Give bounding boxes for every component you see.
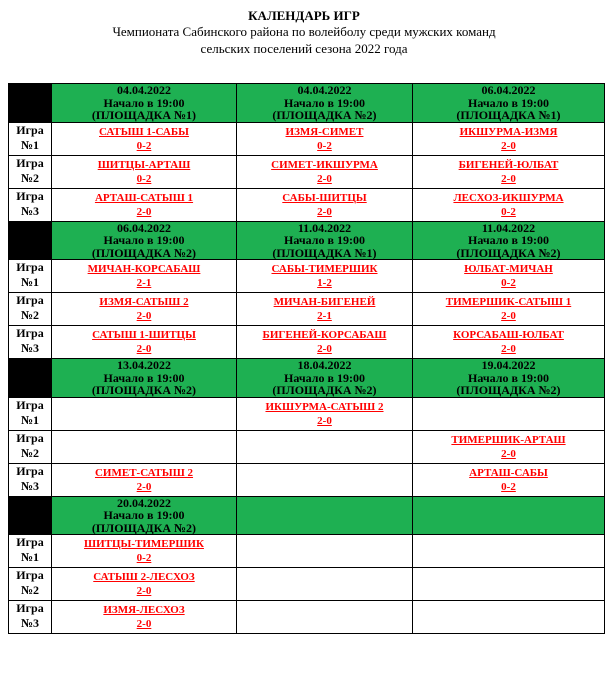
match-teams: ЛЕСХОЗ-ИКШУРМА [453, 191, 564, 204]
game-row [9, 430, 605, 463]
game-label-top: Игра [16, 293, 44, 307]
match-teams: ИЗМЯ-САТЫШ 2 [99, 296, 189, 308]
match-score: 2-0 [136, 310, 152, 322]
header-venue: (ПЛОЩАДКА №2) [456, 245, 561, 260]
game-label-cell [9, 463, 52, 496]
game-label-number: №2 [20, 583, 40, 597]
match-teams: БИГЕНЕЙ-ЮЛБАТ [458, 158, 559, 171]
match-cell [237, 155, 413, 188]
match-score: 0-2 [317, 139, 332, 152]
match-score: 2-0 [317, 414, 332, 427]
match-cell [237, 326, 413, 359]
match-score: 2-0 [317, 343, 332, 355]
header-start: Начало в 19:00 [284, 370, 365, 385]
header-start: Начало в 19:00 [284, 233, 365, 247]
match-teams: АРТАШ-САТЫШ 1 [94, 191, 194, 204]
game-row [9, 155, 605, 188]
match-score: 0-2 [501, 205, 516, 218]
game-row [9, 260, 605, 293]
match-cell [52, 260, 237, 293]
game-label-cell [9, 397, 52, 430]
match-score: 2-0 [501, 172, 516, 185]
match-score: 0-2 [501, 277, 516, 289]
date-header-cell [237, 496, 413, 535]
header-start: Начало в 19:00 [284, 95, 365, 110]
game-label-top: Игра [16, 430, 44, 445]
match-score: 0-2 [501, 480, 516, 493]
match-cell [237, 430, 413, 463]
header-venue: (ПЛОЩАДКА №2) [91, 245, 197, 260]
match-teams: МИЧАН-БИГЕНЕЙ [273, 296, 376, 308]
game-row [9, 568, 605, 601]
corner-cell [9, 84, 52, 123]
game-label-cell [9, 535, 52, 568]
match-teams: СИМЕТ-ИКШУРМА [271, 158, 378, 171]
match-score: 2-0 [136, 480, 152, 493]
match-teams: САТЫШ 1-САБЫ [99, 125, 189, 138]
match-teams: ИЗМЯ-СИМЕТ [285, 125, 364, 138]
match-cell [413, 430, 605, 463]
header-start: Начало в 19:00 [103, 95, 185, 110]
match-teams: КОРСАБАШ-ЮЛБАТ [453, 329, 564, 341]
header-venue: (ПЛОЩАДКА №2) [91, 383, 197, 397]
match-cell [413, 188, 605, 221]
match-teams: МИЧАН-КОРСАБАШ [87, 263, 201, 275]
header-start: Начало в 19:00 [468, 370, 549, 385]
match-cell [237, 260, 413, 293]
game-row [9, 397, 605, 430]
match-cell [413, 601, 605, 634]
block-header-row [9, 359, 605, 398]
date-header-cell [413, 359, 605, 398]
match-cell [52, 463, 237, 496]
match-cell [52, 535, 237, 568]
game-label-top: Игра [16, 568, 44, 582]
match-teams: ИКШУРМА-САТЫШ 2 [265, 400, 384, 413]
match-cell [413, 326, 605, 359]
match-teams: БИГЕНЕЙ-КОРСАБАШ [262, 329, 387, 341]
match-teams: ТИМЕРШИК-АРТАШ [451, 433, 566, 446]
game-label-cell [9, 326, 52, 359]
match-score: 2-0 [136, 205, 152, 218]
header-venue: (ПЛОЩАДКА №1) [91, 108, 197, 122]
game-label-top: Игра [16, 535, 44, 549]
game-label-top: Игра [16, 601, 44, 615]
header-start: Начало в 19:00 [103, 370, 185, 385]
header-venue: (ПЛОЩАДКА №2) [272, 383, 377, 397]
game-row [9, 535, 605, 568]
game-label-cell [9, 601, 52, 634]
game-label-top: Игра [16, 188, 44, 203]
match-teams: АРТАШ-САБЫ [469, 466, 548, 479]
game-label-number: №2 [20, 445, 40, 460]
game-label-cell [9, 122, 52, 155]
match-teams: САТЫШ 2-ЛЕСХОЗ [93, 571, 195, 583]
match-cell [52, 155, 237, 188]
header-date: 06.04.2022 [481, 83, 536, 97]
match-cell [237, 397, 413, 430]
game-label-cell [9, 260, 52, 293]
header-date: 11.04.2022 [481, 220, 536, 235]
date-header-cell [52, 84, 237, 123]
block-header-row [9, 496, 605, 535]
block-header-row [9, 84, 605, 123]
match-score: 2-0 [501, 447, 516, 460]
game-label-cell [9, 430, 52, 463]
match-cell [52, 188, 237, 221]
game-label-top: Игра [16, 397, 44, 412]
match-score: 2-0 [501, 139, 516, 152]
date-header-cell [237, 359, 413, 398]
match-score: 0-2 [136, 552, 152, 564]
header-date: 19.04.2022 [481, 358, 536, 372]
match-score: 2-1 [136, 277, 152, 289]
match-cell [52, 326, 237, 359]
match-teams: ШИТЦЫ-ТИМЕРШИК [84, 538, 204, 550]
corner-cell [9, 359, 52, 398]
game-label-top: Игра [16, 463, 44, 478]
match-score: 0-2 [136, 139, 152, 152]
game-label-top: Игра [16, 155, 44, 170]
match-score: 1-2 [317, 277, 332, 289]
document-subtitle-line-2: сельских поселений сезона 2022 года [200, 41, 408, 56]
match-cell [237, 601, 413, 634]
match-cell [413, 260, 605, 293]
match-score: 2-0 [501, 310, 516, 322]
match-score: 2-1 [317, 310, 332, 322]
match-cell [413, 122, 605, 155]
game-label-number: №1 [20, 137, 40, 152]
game-label-number: №3 [20, 341, 40, 355]
match-teams: ЮЛБАТ-МИЧАН [464, 263, 553, 275]
match-teams: СИМЕТ-САТЫШ 2 [94, 466, 194, 479]
header-start: Начало в 19:00 [103, 508, 185, 522]
match-cell [413, 293, 605, 326]
game-row [9, 601, 605, 634]
game-label-number: №3 [20, 616, 40, 630]
game-label-number: №1 [20, 275, 40, 289]
document-subtitle-line-1: Чемпионата Сабинского района по волейболу среди мужских команд [112, 24, 496, 39]
match-score: 2-0 [317, 205, 332, 218]
match-cell [52, 568, 237, 601]
match-cell [52, 293, 237, 326]
block-header-row [9, 221, 605, 260]
game-row [9, 293, 605, 326]
match-cell [237, 568, 413, 601]
game-label-cell [9, 568, 52, 601]
match-cell [237, 293, 413, 326]
match-cell [237, 463, 413, 496]
match-cell [413, 463, 605, 496]
header-venue: (ПЛОЩАДКА №1) [272, 245, 377, 260]
document-title: КАЛЕНДАРЬ ИГР [248, 8, 360, 23]
game-label-number: №3 [20, 203, 40, 218]
header-date: 20.04.2022 [117, 495, 171, 510]
date-header-cell [52, 359, 237, 398]
match-cell [52, 397, 237, 430]
corner-cell [9, 496, 52, 535]
match-cell [237, 535, 413, 568]
match-score: 2-0 [136, 585, 152, 597]
match-cell [52, 601, 237, 634]
match-cell [237, 188, 413, 221]
game-label-cell [9, 188, 52, 221]
match-cell [413, 155, 605, 188]
match-teams: ИЗМЯ-ЛЕСХОЗ [103, 604, 185, 616]
game-label-top: Игра [16, 122, 44, 137]
match-teams: САБЫ-ТИМЕРШИК [271, 263, 378, 275]
match-teams: ИКШУРМА-ИЗМЯ [459, 125, 558, 138]
date-header-cell [52, 221, 237, 260]
header-date: 04.04.2022 [297, 83, 352, 97]
match-score: 2-0 [136, 618, 152, 630]
game-label-cell [9, 293, 52, 326]
match-teams: САБЫ-ШИТЦЫ [282, 191, 367, 204]
header-start: Начало в 19:00 [103, 233, 185, 247]
game-row [9, 122, 605, 155]
date-header-cell [413, 84, 605, 123]
match-teams: САТЫШ 1-ШИТЦЫ [92, 329, 196, 341]
date-header-cell [52, 496, 237, 535]
header-date: 06.04.2022 [117, 220, 171, 235]
game-label-number: №2 [20, 170, 40, 185]
header-date: 11.04.2022 [297, 220, 352, 235]
game-row [9, 326, 605, 359]
game-row [9, 188, 605, 221]
corner-cell [9, 221, 52, 260]
game-label-number: №2 [20, 308, 40, 322]
match-cell [413, 535, 605, 568]
match-score: 0-2 [136, 172, 152, 185]
date-header-cell [237, 84, 413, 123]
match-cell [413, 397, 605, 430]
document-header [0, 8, 608, 57]
match-score: 2-0 [317, 172, 332, 185]
game-label-cell [9, 155, 52, 188]
game-label-top: Игра [16, 260, 44, 274]
game-label-number: №1 [20, 550, 40, 564]
game-label-number: №1 [20, 412, 40, 427]
match-cell [237, 122, 413, 155]
header-date: 13.04.2022 [117, 358, 171, 372]
game-row [9, 463, 605, 496]
game-label-number: №3 [20, 478, 40, 493]
match-teams: ТИМЕРШИК-САТЫШ 1 [445, 296, 572, 308]
match-score: 2-0 [136, 343, 152, 355]
match-cell [52, 122, 237, 155]
header-venue: (ПЛОЩАДКА №2) [456, 383, 561, 397]
header-venue: (ПЛОЩАДКА №2) [91, 520, 197, 535]
match-score: 2-0 [501, 343, 516, 355]
header-date: 18.04.2022 [297, 358, 352, 372]
header-venue: (ПЛОЩАДКА №1) [456, 108, 561, 122]
schedule-table [8, 83, 605, 634]
match-cell [52, 430, 237, 463]
date-header-cell [237, 221, 413, 260]
header-date: 04.04.2022 [117, 83, 171, 97]
header-start: Начало в 19:00 [468, 95, 549, 110]
game-label-top: Игра [16, 326, 44, 340]
match-cell [413, 568, 605, 601]
match-teams: ШИТЦЫ-АРТАШ [97, 158, 191, 171]
date-header-cell [413, 496, 605, 535]
header-start: Начало в 19:00 [468, 233, 549, 247]
date-header-cell [413, 221, 605, 260]
header-venue: (ПЛОЩАДКА №2) [272, 108, 377, 122]
